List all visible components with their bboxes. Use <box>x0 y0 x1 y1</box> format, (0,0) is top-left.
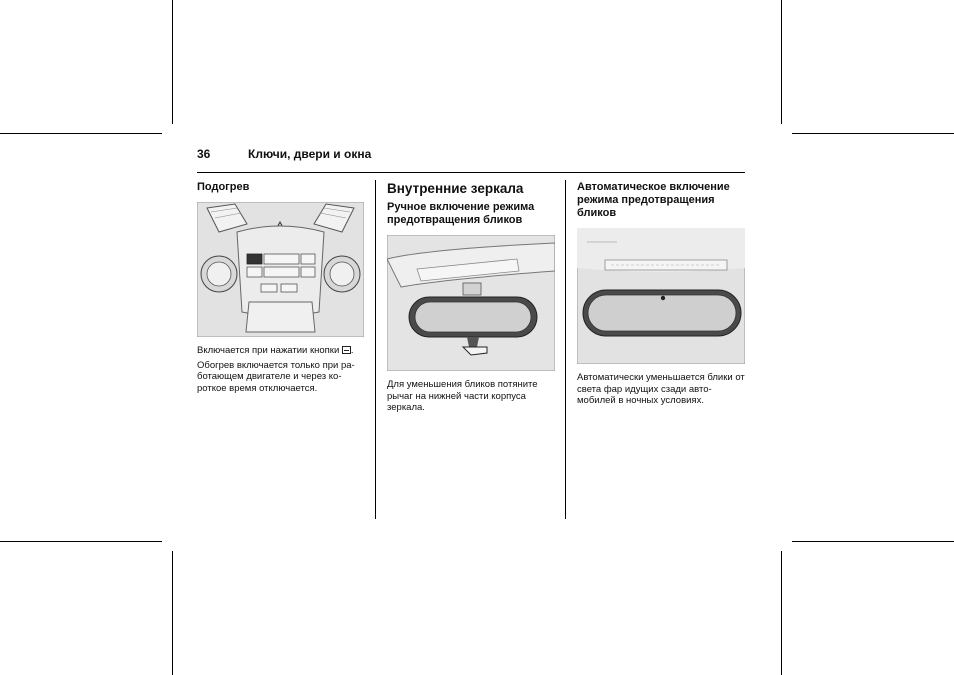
crop-mark <box>172 0 173 124</box>
crop-mark <box>0 133 162 134</box>
column-divider <box>565 180 566 519</box>
auto-dimming-mirror-icon <box>577 228 745 364</box>
crop-mark <box>781 551 782 675</box>
paragraph-text: . <box>350 345 354 356</box>
paragraph-manual-dimming: Для уменьшения бликов потяните рычаг на нижней части корпуса зеркала. <box>387 379 538 413</box>
crop-mark <box>781 0 782 124</box>
column-heating <box>197 181 367 394</box>
chapter-title: Ключи, двери и окна <box>248 147 372 161</box>
paragraph-heating-conditions: Обогрев включается только при ра-ботающем двигателе и через ко-роткое время отключается. <box>197 359 355 394</box>
column-auto-dimming <box>577 181 747 407</box>
paragraph-heating-activation <box>197 345 367 357</box>
page-header <box>197 147 744 161</box>
subheading-manual-dimming: Ручное включение режима предотвращения бликов <box>387 201 535 226</box>
crop-mark <box>792 133 954 134</box>
heated-rear-window-control-panel-icon <box>197 202 364 337</box>
heated-rear-window-button-icon <box>342 346 351 354</box>
section-heading-interior-mirrors: Внутренние зеркала <box>387 181 524 196</box>
section-heading-heating: Подогрев <box>197 181 250 193</box>
crop-mark <box>792 541 954 542</box>
crop-mark <box>0 541 162 542</box>
subheading-auto-dimming: Автоматическое включение режима предотвращения бликов <box>577 181 730 219</box>
manual-dimming-mirror-icon <box>387 235 555 371</box>
column-divider <box>375 180 376 519</box>
header-rule <box>197 172 745 173</box>
column-interior-mirrors <box>387 181 557 414</box>
paragraph-text: Включается при нажатии кнопки <box>197 345 342 356</box>
crop-mark <box>172 551 173 675</box>
paragraph-auto-dimming: Автоматически уменьшается блики от света фар идущих сзади авто-мобилей в ночных условиях. <box>577 372 745 406</box>
page-number: 36 <box>197 147 211 161</box>
